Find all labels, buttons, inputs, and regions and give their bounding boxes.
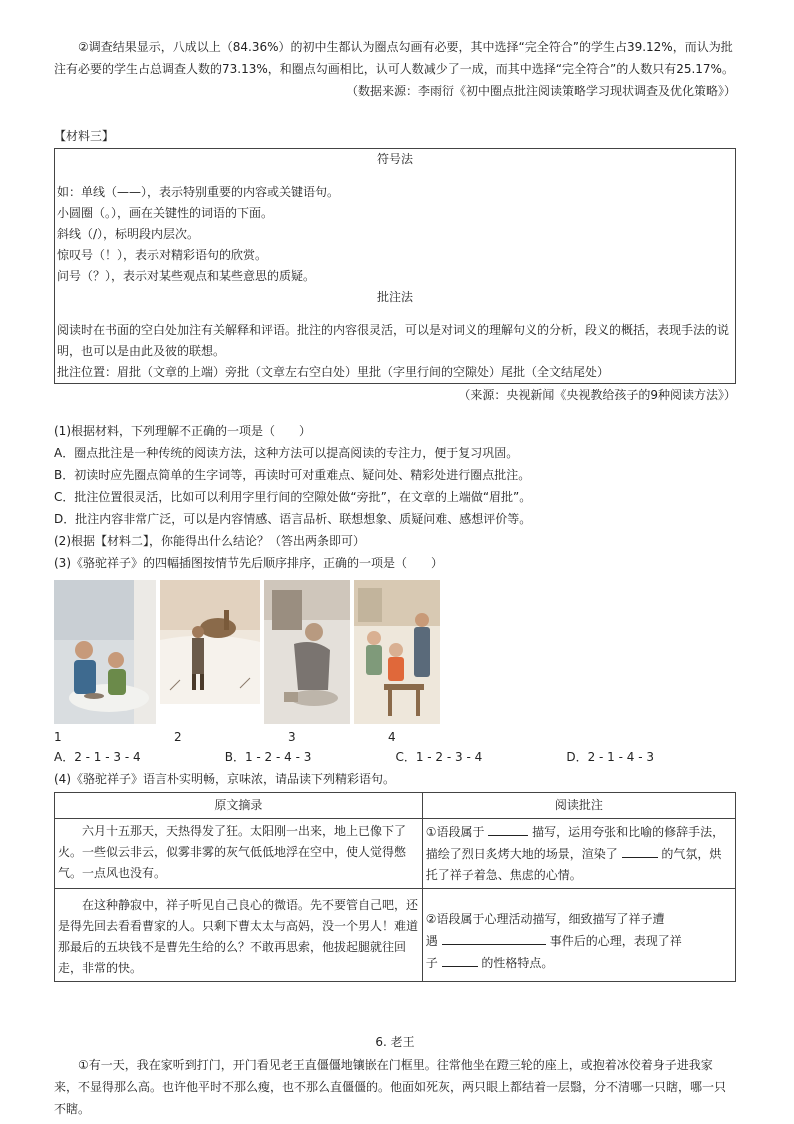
reading-table — [54, 792, 736, 982]
illustration-numbers — [54, 728, 736, 746]
table-row — [55, 889, 736, 982]
table-header: 阅读批注 — [422, 793, 735, 819]
question-2: (2)根据【材料二】，你能得出什么结论？（答出两条即可） — [54, 534, 366, 548]
page — [54, 36, 736, 1120]
illustration-1 — [54, 580, 156, 724]
illustration-number: 4 — [388, 730, 396, 744]
q1-option-d: D．批注内容非常广泛，可以是内容情感、语言品析、联想想象、质疑问难、感想评价等。 — [54, 512, 532, 526]
table-row — [55, 819, 736, 889]
illustration-3 — [264, 580, 350, 724]
illustration-4 — [354, 580, 440, 724]
material3-title: 【材料三】 — [54, 129, 115, 143]
q3-option-b: B．1 - 2 - 4 - 3 — [224, 750, 312, 764]
annotation-cell: ①语段属于 描写，运用夸张和比喻的修辞手法，描绘了烈日炙烤大地的场景，渲染了 的气氛，烘托了祥子着急、焦虑的心情。 — [422, 819, 735, 889]
question-3: (3)《骆驼祥子》的四幅插图按情节先后顺序排序，正确的一项是（ ） — [54, 556, 444, 570]
q3-options — [54, 746, 654, 768]
annotate-line: 批注位置：眉批（文章的上端）旁批（文章左右空白处）里批（字里行间的空隙处）尾批（全文结尾处） — [57, 365, 610, 379]
material3-box — [54, 148, 736, 384]
table-header: 原文摘录 — [55, 793, 423, 819]
q1-option-c: C．批注位置很灵活，比如可以利用字里行间的空隙处做“旁批”，在文章的上端做“眉批”。 — [54, 490, 532, 504]
symbol-line: 小圆圈（。），画在关键性的词语的下面。 — [57, 206, 274, 220]
q1-option-b: B．初读时应先圈点简单的生字词等，再读时可对重难点、疑问处、精彩处进行圈点批注。 — [54, 468, 531, 482]
question-1: (1)根据材料，下列理解不正确的一项是（ ） — [54, 424, 311, 438]
q3-option-c: C．1 - 2 - 3 - 4 — [395, 750, 483, 764]
excerpt-cell: 六月十五那天，天热得发了狂。太阳刚一出来，地上已像下了火。一些似云非云，似雾非雾的灰气低低地浮在空中，使人觉得憋气。一点风也没有。 — [55, 819, 423, 889]
survey-paragraph: ②调查结果显示，八成以上（84.36%）的初中生都认为圈点勾画有必要，其中选择“完全符合”的学生占39.12%，而认为批注有必要的学生占总调查人数的73.13%，和圈点勾画相比，认可人数减少了一成，而其中选择“完全符合”的人数只有25.17%。 — [54, 40, 734, 76]
question-4: (4)《骆驼祥子》语言朴实明畅，京味浓，请品读下列精彩语句。 — [54, 772, 396, 786]
section-paragraph: ①有一天，我在家听到打门，开门看见老王直僵僵地镶嵌在门框里。往常他坐在蹬三轮的座上，或抱着冰佼着身子进我家来，不显得那么高。也许他平时不那么瘦，也不那么直僵僵的。他面如死灰，两只眼上都结着一层翳，分不清哪一只瞎，哪一只不瞎。 — [54, 1058, 727, 1116]
symbol-line: 惊叹号（！），表示对精彩语句的欣赏。 — [57, 248, 268, 262]
material3-content — [55, 149, 736, 384]
symbol-heading: 符号法 — [376, 152, 413, 166]
annotation-cell: ②语段属于心理活动描写，细致描写了祥子遭 遇 事件后的心理，表现了祥 子 的性格特点。 — [422, 889, 735, 982]
symbol-line: 如：单线（——），表示特别重要的内容或关键语句。 — [57, 185, 340, 199]
illustrations — [54, 580, 736, 724]
q1-option-a: A．圈点批注是一种传统的阅读方法，这种方法可以提高阅读的专注力，便于复习巩固。 — [54, 446, 519, 460]
excerpt-cell: 在这种静寂中，祥子听见自己良心的微语。先不要管自己吧，还是得先回去看看曹家的人。只剩下曹太太与高妈，没一个男人！难道那最后的五块钱不是曹先生给的么？不敢再思索，他拔起腿就往回走，非常的快。 — [55, 889, 423, 982]
answer-blank[interactable] — [622, 843, 658, 858]
annotate-heading: 批注法 — [376, 290, 413, 304]
answer-blank[interactable] — [442, 952, 478, 967]
illustration-number: 1 — [54, 730, 62, 744]
survey-source: （数据来源：李雨衍《初中圈点批注阅读策略学习现状调查及优化策略》） — [345, 84, 736, 98]
answer-blank[interactable] — [442, 930, 546, 945]
q3-option-a: A．2 - 1 - 3 - 4 — [54, 750, 141, 764]
q3-option-d: D．2 - 1 - 4 - 3 — [566, 750, 654, 764]
section-title: 6. 老王 — [375, 1035, 415, 1049]
symbol-line: 问号（？），表示对某些观点和某些意思的质疑。 — [57, 269, 316, 283]
symbol-line: 斜线（/），标明段内层次。 — [57, 227, 200, 241]
illustration-number: 3 — [288, 730, 296, 744]
answer-blank[interactable] — [488, 821, 528, 836]
annotate-line: 阅读时在书面的空白处加注有关解释和评语。批注的内容很灵活，可以是对词义的理解句义的分析，段义的概括，表现手法的说明，也可以是由此及彼的联想。 — [57, 323, 730, 358]
illustration-number: 2 — [174, 730, 182, 744]
material3-source: （来源：央视新闻《央视教给孩子的9种阅读方法》） — [458, 388, 736, 402]
illustration-2 — [160, 580, 260, 724]
